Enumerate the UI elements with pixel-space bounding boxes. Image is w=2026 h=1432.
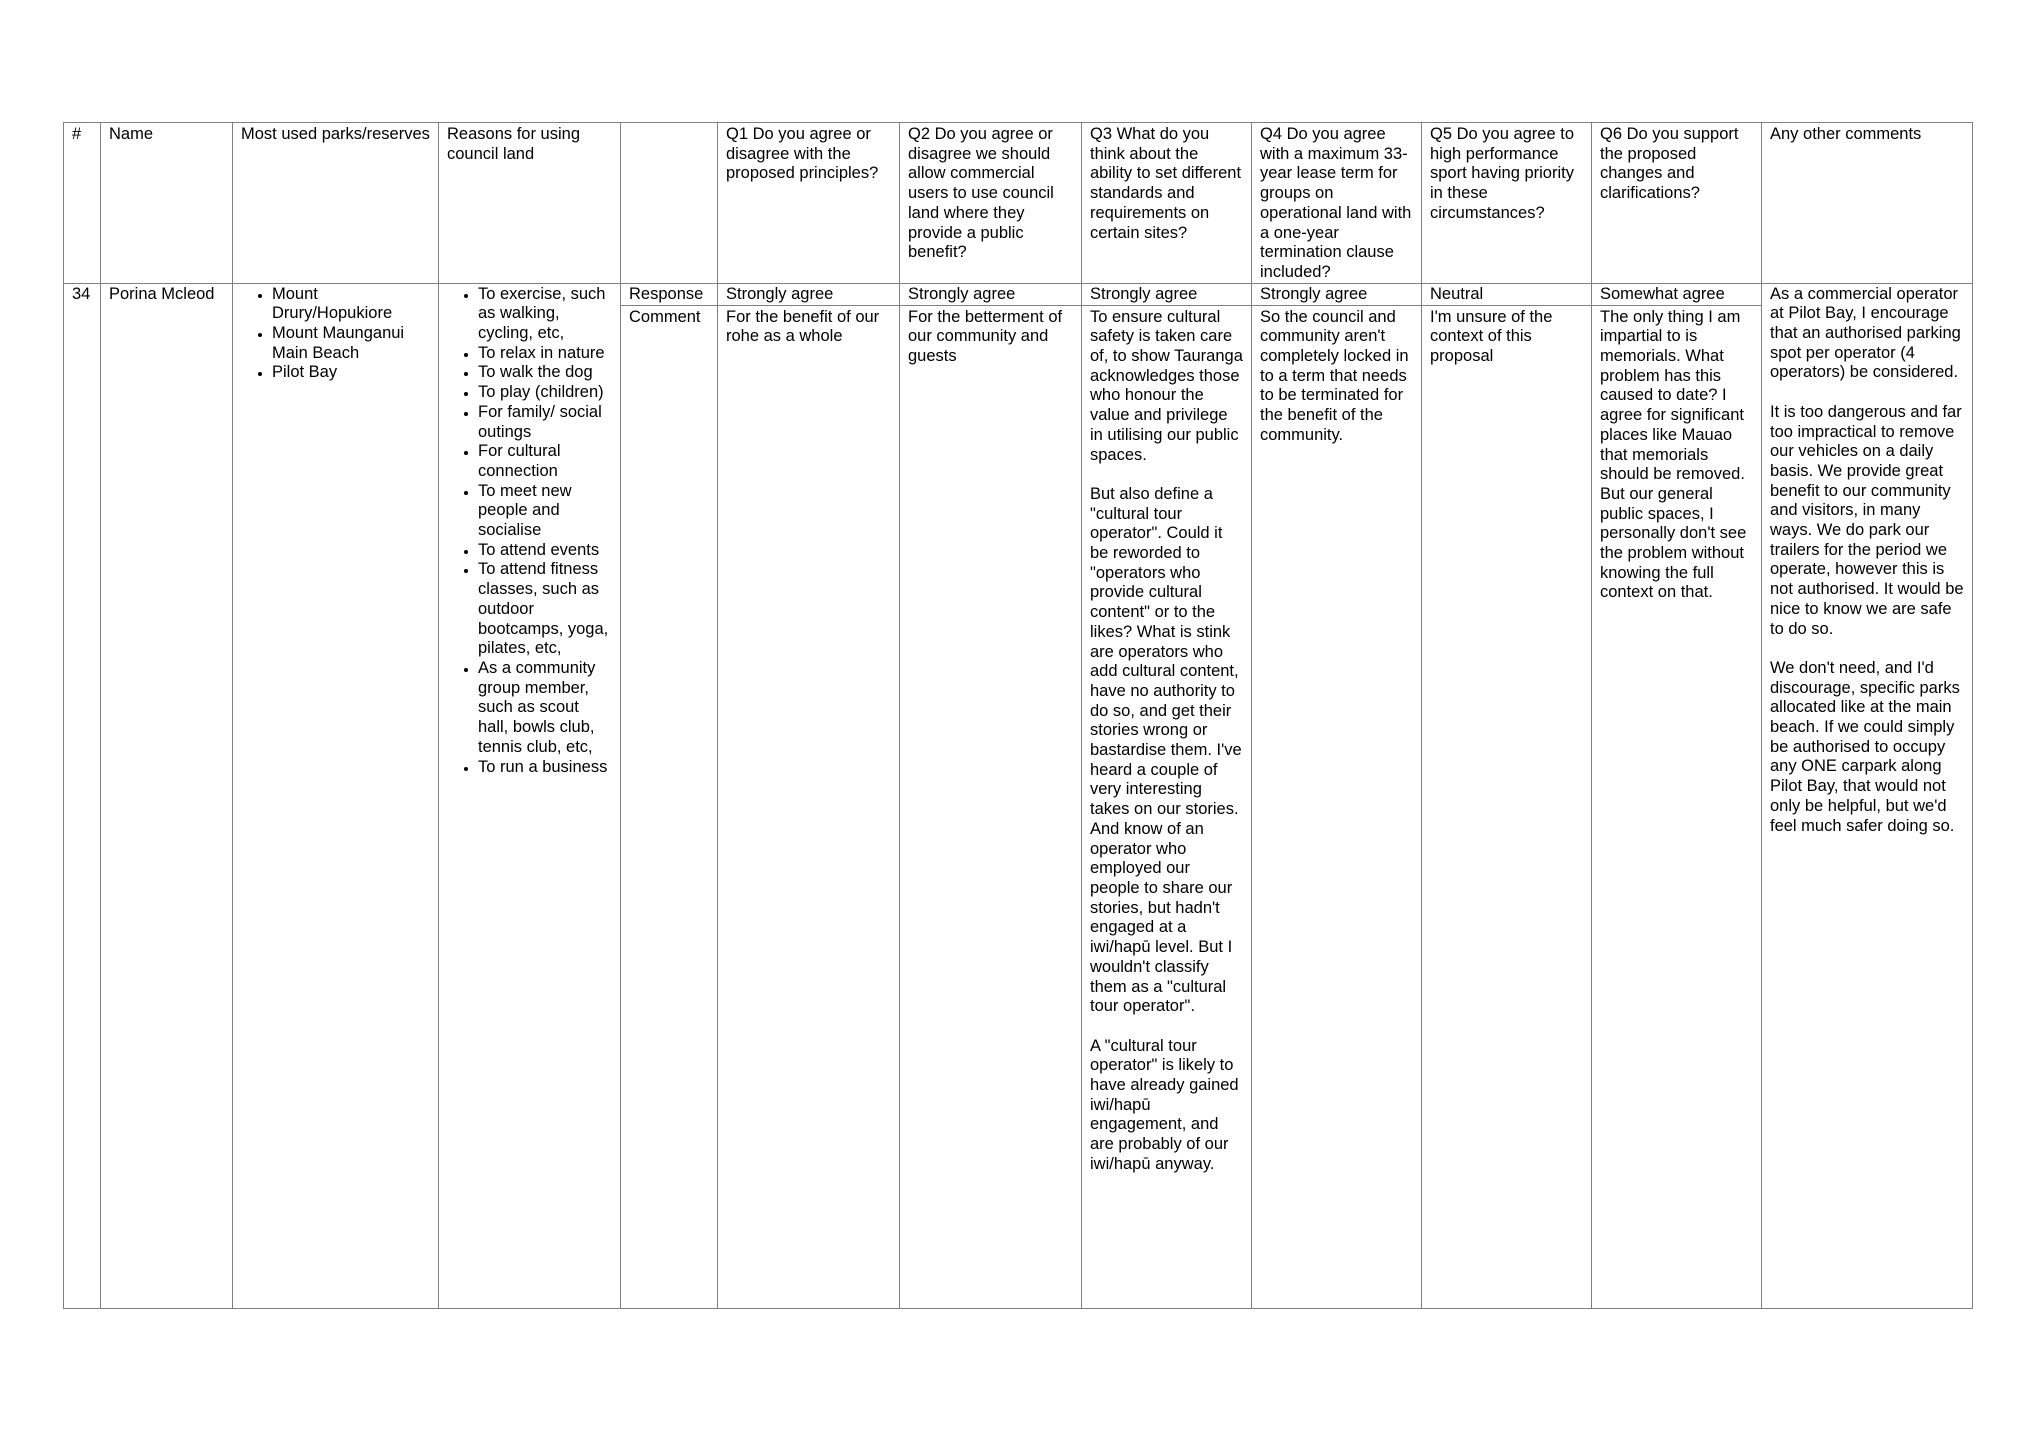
q1-response: Strongly agree (718, 283, 900, 305)
reasons-list (447, 285, 612, 778)
q2-response: Strongly agree (900, 283, 1082, 305)
q5-response: Neutral (1422, 283, 1592, 305)
header-row (64, 123, 1973, 284)
parks-list-item: • Mount Maunganui Main Beach (272, 324, 430, 363)
parks-list-item: • Mount Drury/Hopukiore (272, 285, 430, 324)
reasons-list-item: • To relax in nature (478, 344, 612, 364)
q3-comment-paragraph: But also define a "cultural tour operator". Could it be reworded to "operators who provide cultural content" or to the likes? What is stink are operators who add cultural content, have no authority to do so, and get their stories wrong or bastardise them. I've heard a couple of very interesting takes on our stories. And know of an operator who employed our people to share our stories, but hadn't engaged at a iwi/hapū level. But I wouldn't classify them as a "cultural tour operator". (1090, 484, 1242, 1016)
reasons-list-item: • To run a business (478, 758, 612, 778)
comment-label: Comment (621, 305, 718, 1308)
reasons-list-item: • For family/ social outings (478, 403, 612, 442)
other-comments-paragraph: As a commercial operator at Pilot Bay, I encourage that an authorised parking spot per operator (4 operators) be considered. (1770, 284, 1961, 382)
reasons-list-item: • To play (children) (478, 383, 612, 403)
q1-comment: For the benefit of our rohe as a whole (718, 305, 900, 1308)
q3-response: Strongly agree (1082, 283, 1252, 305)
q6-comment: The only thing I am impartial to is memorials. What problem has this caused to date? I agree for significant places like Mauao that memorials should be removed. But our general public spaces, I personally don't see the problem without knowing the full context on that. (1592, 305, 1762, 1308)
header-number: # (64, 123, 101, 284)
header-q4: Q4 Do you agree with a maximum 33-year lease term for groups on operational land with a one-year termination clause included? (1252, 123, 1422, 284)
reasons-list-item: • To meet new people and socialise (478, 482, 612, 541)
reasons-list-item: • To attend fitness classes, such as outdoor bootcamps, yoga, pilates, etc, (478, 560, 612, 659)
q4-comment: So the council and community aren't completely locked in to a term that needs to be terminated for the benefit of the community. (1252, 305, 1422, 1308)
other-comments-paragraph: It is too dangerous and far too impractical to remove our vehicles on a daily basis. We provide great benefit to our community and visitors, in many ways. We do park our trailers for the period we operate, however this is not authorised. It would be nice to know we are safe to do so. (1770, 402, 1964, 638)
reasons-list-item: • As a community group member, such as scout hall, bowls club, tennis club, etc, (478, 659, 612, 758)
response-label: Response (621, 283, 718, 305)
other-comments-cell (1762, 283, 1973, 1308)
q3-comment (1082, 305, 1252, 1308)
header-q2: Q2 Do you agree or disagree we should allow commercial users to use council land where they provide a public benefit? (900, 123, 1082, 284)
submissions-table (63, 122, 1973, 1309)
submitter-name: Porina Mcleod (101, 283, 233, 1308)
reasons-list-item: • To attend events (478, 541, 612, 561)
header-parks: Most used parks/reserves (233, 123, 439, 284)
header-q3: Q3 What do you think about the ability to set different standards and requirements on certain sites? (1082, 123, 1252, 284)
reasons-list-item: • For cultural connection (478, 442, 612, 481)
parks-list (241, 285, 430, 384)
q2-comment: For the betterment of our community and guests (900, 305, 1082, 1308)
header-other-comments: Any other comments (1762, 123, 1973, 284)
q3-comment-paragraph: To ensure cultural safety is taken care of, to show Tauranga acknowledges those who honour the value and privilege in utilising our public spaces. (1090, 307, 1243, 464)
reasons-list-item: • To exercise, such as walking, cycling, etc, (478, 285, 612, 344)
parks-cell (233, 283, 439, 1308)
response-row (64, 283, 1973, 305)
q4-response: Strongly agree (1252, 283, 1422, 305)
header-q5: Q5 Do you agree to high performance sport having priority in these circumstances? (1422, 123, 1592, 284)
reasons-list-item: • To walk the dog (478, 363, 612, 383)
parks-list-item: • Pilot Bay (272, 363, 430, 383)
q6-response: Somewhat agree (1592, 283, 1762, 305)
header-q6: Q6 Do you support the proposed changes and clarifications? (1592, 123, 1762, 284)
header-reasons: Reasons for using council land (439, 123, 621, 284)
submissions-table-container (63, 122, 1972, 1309)
other-comments-paragraph: We don't need, and I'd discourage, specific parks allocated like at the main beach. If we could simply be authorised to occupy any ONE carpark along Pilot Bay, that would not only be helpful, but we'd feel much safer doing so. (1770, 658, 1960, 835)
header-name: Name (101, 123, 233, 284)
header-q1: Q1 Do you agree or disagree with the proposed principles? (718, 123, 900, 284)
q3-comment-paragraph: A "cultural tour operator" is likely to have already gained iwi/hapū engagement, and are probably of our iwi/hapū anyway. (1090, 1036, 1239, 1173)
reasons-cell (439, 283, 621, 1308)
q5-comment: I'm unsure of the context of this proposal (1422, 305, 1592, 1308)
submission-number: 34 (64, 283, 101, 1308)
header-row-type (621, 123, 718, 284)
